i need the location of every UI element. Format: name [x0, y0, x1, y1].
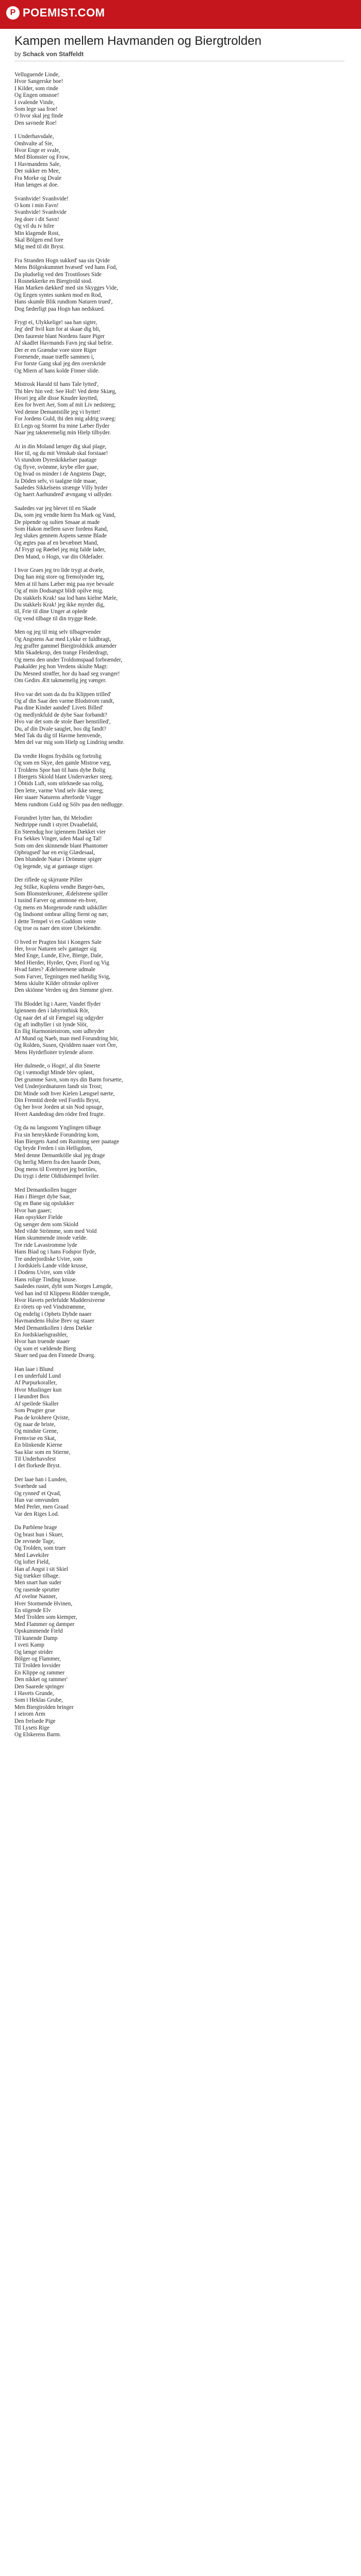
poem-line: I Rosnekkerke en Biergtrold stod. — [14, 278, 93, 284]
poem-line: Min Skadekrop, den trange Fleiderdragt, — [14, 650, 109, 656]
poem-line: Hans skumle Blik rundtom Naturen trued', — [14, 299, 113, 306]
poem-line: Og naar de briste, — [14, 1421, 56, 1428]
poem-line: Og som et vældende Bierg — [14, 1345, 76, 1352]
poem-line: Han i Bierget dybe Saar, — [14, 1193, 71, 1200]
poem-line: til, Frie til dine Unger at oplede — [14, 608, 88, 615]
poem-line: I sveii Kamp — [14, 1642, 44, 1649]
poem-line: Hvo var det som da du fra Klippen trilled' — [14, 691, 111, 698]
poem-stanza — [14, 196, 344, 251]
poem-body — [14, 72, 344, 1739]
poem-line: Men at til hans Læber mig paa nye bevaale — [14, 581, 114, 587]
poem-line: Saaledes rustet, dybt som Norges Længde, — [14, 1283, 113, 1290]
poem-line: Og mens den under Troldomspaad forbrænder, — [14, 656, 122, 663]
poem-line: Og Angstens Aar med Lykke er fuldbragt, — [14, 636, 111, 642]
poem-line: Et Legn og Stormt fra mine Læber flyder — [14, 422, 110, 429]
poem-line: Velluguende Linde, — [14, 72, 60, 78]
poem-stanza — [14, 629, 344, 684]
poem-line: Hvori jeg alle disse Knuder knytted, — [14, 395, 99, 402]
poem-line: Paa de krokhere Qviste, — [14, 1414, 70, 1421]
poem-line: Af skadlet Havmands Favn jeg skal befrie. — [14, 340, 113, 347]
poem-line: Og lindsomt ombrar alling fiernt og nær, — [14, 911, 108, 918]
poem-line: Hvad fattes? Ædelsteenene udmale — [14, 967, 95, 973]
poem-line: Da, som jeg vendte hiem fra Mark og Vand, — [14, 512, 116, 519]
poem-line: Frygt ei, Ulykkelige! saa han sigter, — [14, 319, 97, 326]
poem-line: En blinkende Kierne — [14, 1442, 62, 1449]
poem-line: Og vend tilbage til din trygge Rede. — [14, 615, 97, 622]
poem-line: Han af Angst i sit Skiel — [14, 1566, 69, 1572]
poem-byline — [14, 50, 344, 58]
poem-line: Svanhvide! Svanhvide! — [14, 195, 69, 202]
poem-line: Dit Minde sodt hver Kielen Længsel nærte, — [14, 1090, 115, 1097]
poem-line: Med Hierder, Hyrder, Qver, Fiord og Vig — [14, 959, 109, 966]
poem-line: Og Elskerens Barm. — [14, 1732, 61, 1738]
poem-line: I seirom Arm — [14, 1711, 45, 1718]
byline-prefix: by — [14, 50, 21, 58]
poem-line: Med Flammer og dæmper — [14, 1621, 75, 1628]
poem-stanza — [14, 505, 344, 561]
poem-line: Vi stundom Dyreskikkelser paatage — [14, 457, 97, 464]
poem-line: En stigende Elv — [14, 1607, 51, 1614]
poem-line: Mig med til dit Bryst. — [14, 244, 65, 250]
poem-line: Da pludselig ved den Trosttloses Side — [14, 271, 102, 278]
poem-line: Og rynned' et Qvad, — [14, 1490, 61, 1497]
poem-line: Ja Döden selv, vi taalgne tide maae, — [14, 478, 97, 484]
poem-line: Den faureste blant Nordens faure Piger — [14, 333, 105, 340]
poem-line: Han Biergets Aand om Rustning seer paatage — [14, 1139, 119, 1145]
poem-line: En Ilig Harmonieistrom, som udbryder — [14, 1028, 105, 1035]
poem-line: Og bryde Freden i sin Helligdom, — [14, 1145, 93, 1152]
poem-line: Og ægtes paa af en bevæbnet Mand, — [14, 539, 99, 546]
poem-line: For Jordens Guld, thi den mig aldrig svæeg: — [14, 416, 117, 422]
poem-line: Du trygt i dette Oldtidstempel hviler. — [14, 1173, 100, 1180]
poem-line: Og legende, sig at gantaage stiger. — [14, 863, 94, 870]
poem-line: Saaledes Sikkelsens strænge Villy byder — [14, 484, 108, 491]
poem-line: Og medlynkfuld de dybe Saar forbandt? — [14, 711, 107, 718]
poem-line: Som om den skinnende blant Phantomer — [14, 842, 108, 849]
poem-line: Og aft indhyller i sit lynde Slör, — [14, 1021, 88, 1028]
poem-line: Som i Heklas Grube, — [14, 1697, 63, 1704]
poem-line: Sig trækker tilbage. — [14, 1573, 60, 1580]
poem-line: Du Mesned strøffer, hor du haad seg svanger! — [14, 670, 120, 677]
poem-line: Dog han mig store og fremolynder teg, — [14, 574, 105, 581]
poem-stanza — [14, 1187, 344, 1360]
poem-line: Der er en Grændse vore store Riger — [14, 347, 97, 353]
poem-line: Fra Sekkes Vinger, uden Maal og Tal! — [14, 836, 102, 842]
poem-line: Hvor han gaaer; — [14, 1207, 52, 1214]
poem-line: Dog mens til Eventyret jeg bortiles, — [14, 1166, 97, 1173]
poem-line: O hvor skal jeg finde — [14, 113, 63, 120]
poem-line: Han opsykker Fielde — [14, 1214, 63, 1221]
poem-line: Jeg Stilke, Kuplens vendte Bæger-bæs, — [14, 884, 105, 890]
poem-line: I hvor Graes jeg tro lide trygt at dvæle, — [14, 567, 105, 573]
poem-line: I Biergets Skiold blant Underværker steeg. — [14, 773, 113, 780]
poem-line: Og Engen omsnoe! — [14, 92, 59, 99]
poem-line: Jeg' ded' hvil kun for at skaae dig bli, — [14, 326, 101, 333]
poem-line: Ved denne Demantstille jeg vi byttet! — [14, 409, 101, 415]
poem-line: I det florkede Bryst. — [14, 1463, 61, 1469]
poem-line: Og en Bane sig opslukker — [14, 1200, 74, 1207]
poem-line: Mens Hyrdefloiter trylende aforre. — [14, 1049, 94, 1056]
poem-line: Men og jeg til mig selv tilbagevender — [14, 629, 101, 636]
poem-line: Og flyve, svömme, krybe eller gaae, — [14, 464, 99, 470]
poem-line: Forenende, maae træffe sammen i, — [14, 354, 94, 361]
poem-line: Til Trolden lovsider — [14, 1663, 61, 1669]
poem-line: I dette Tempel vi en Guddom vente — [14, 918, 96, 925]
poem-line: Tre ride Lavastromme lyde — [14, 1242, 77, 1248]
poem-line: Og Eegen syntes sunken mod en Rod, — [14, 292, 102, 298]
poem-line: Hvert Aandedrag den rödre fred frugte. — [14, 1111, 105, 1117]
poem-line: I Havmandens Sale, — [14, 161, 61, 167]
poem-line: En Klippe og rammer — [14, 1669, 65, 1676]
poem-line: Med Tak du dig til Havme hemvende, — [14, 732, 102, 739]
poem-line: Opskummende Field — [14, 1628, 63, 1635]
poem-line: Igiennem den i labyrinthisk Rör, — [14, 1008, 90, 1014]
poem-line: Men snart han suder — [14, 1580, 62, 1586]
poem-line: Saa klar som en Stierne, — [14, 1449, 71, 1455]
poem-line: Min klagende Rost, — [14, 230, 60, 236]
poem-line: Og mens en Morgenrode rundt udskiller — [14, 904, 107, 911]
poem-line: Din Fremtid drede ved Fordils Bryst, — [14, 1097, 100, 1104]
poem-line: Hvor Havets perlefulde Muddersiverne — [14, 1297, 105, 1303]
poem-line: Og Miern af hans kolde Finner slide. — [14, 367, 100, 374]
poem-line: Dog fæderligt paa Hogn han nedskued. — [14, 306, 105, 312]
poem-line: Thi Bloddet lig i Aarer, Vandet flyder — [14, 1001, 101, 1007]
poem-line: Jeg doer i dit Savn! — [14, 216, 59, 223]
poem-line: Og her hvor Jorden at sin Nod opsuge, — [14, 1104, 104, 1111]
poem-line: Paa dine Kinder aanded' Livets Billed' — [14, 705, 103, 711]
poem-line: Bölger og Flammer, — [14, 1655, 61, 1662]
poem-line: Der laae han i Lunden, — [14, 1476, 68, 1483]
poem-line: Den blundede Natur i Drömme spiger — [14, 856, 102, 863]
poem-stanza — [14, 381, 344, 436]
poem-line: Det grumme Savn, som nys din Barm forsætte, — [14, 1076, 123, 1083]
poem-line: Hvor Muslinger kun — [14, 1386, 62, 1393]
poem-line: O hved er Pragten hist i Kongers Sale — [14, 939, 102, 945]
poem-line: Og i væmodigt Minde blev opløst, — [14, 1070, 94, 1076]
poem-line: Skuer ned paa den Finnede Dværg. — [14, 1352, 96, 1359]
poem-line: Mistrosk Harald til hans Tale lytted', — [14, 381, 99, 388]
poem-stanza — [14, 753, 344, 808]
poem-line: I tusind Farver og ammone en-hver, — [14, 897, 97, 904]
poem-line: I Öbtids Luft, som störknede saa rolig, — [14, 781, 104, 787]
poem-line: Mens Bölgeskummet hvæsed' ved hans Fod, — [14, 264, 118, 271]
poem-line: Og naar det af sit Fængsel sig udgyder — [14, 1014, 104, 1021]
poem-line: Som Prugter grue — [14, 1408, 55, 1414]
poem-line: Den frelsede Pige — [14, 1718, 56, 1724]
poem-stanza — [14, 567, 344, 622]
poem-line: Da vredte Hogns frydslös og fortrolig — [14, 753, 102, 759]
poem-line: Og brast hun i Skuer, — [14, 1531, 63, 1538]
poem-line: Hvo var det som de stole Baer henstilled', — [14, 719, 111, 725]
poem-line: Med Trolden som kiemper, — [14, 1614, 77, 1621]
poem-line: At in din Moland længer dig skal plage, — [14, 443, 107, 450]
poem-line: I en underfuld Lund — [14, 1373, 61, 1380]
poem-stanza — [14, 444, 344, 499]
poem-line: Og endelig i Opbets Dybde naaer — [14, 1311, 92, 1317]
poem-line: Der sukker en Mee, — [14, 168, 60, 175]
poem-line: Af ovelne Nanner, — [14, 1594, 57, 1600]
poem-line: Med Demantkollen i dens Dække — [14, 1325, 92, 1331]
poem-line: I Dodens Uvire, som vilde — [14, 1269, 76, 1276]
poem-stanza — [14, 691, 344, 747]
logo-text: POEMIST.COM — [23, 6, 105, 19]
poem-line: Hvor han truende staaer — [14, 1338, 70, 1345]
poem-line: Og mindste Grene, — [14, 1428, 58, 1435]
poem-line: Og da nu langsomt Ynglingen tilbage — [14, 1125, 101, 1131]
poem-line: Og af min Dodsangst blidt opilve mig. — [14, 588, 104, 595]
poem-line: Fremvise en Skat, — [14, 1435, 56, 1442]
poem-line: Ved Underjordnaturen fandt sin Trost; — [14, 1083, 103, 1090]
poem-stanza — [14, 258, 344, 313]
poem-line: Han laae i Blund — [14, 1366, 54, 1372]
site-logo[interactable] — [6, 6, 105, 20]
poem-line: Den lette, varme Vind selv ikke sneeg; — [14, 787, 104, 794]
poem-line: Sværhede sad — [14, 1483, 46, 1490]
poem-line: I Iæundret Box — [14, 1394, 50, 1400]
poem-line: Paakalder jeg hon Verdens skiulte Magt: — [14, 664, 108, 670]
poem-line: Den skiönne Verden og den Stemme giver. — [14, 987, 113, 994]
poem-line: Omhvalte af Sie, — [14, 140, 54, 147]
poem-line: Her staaer Naturens afterforde Vugge — [14, 794, 101, 801]
poem-line: Og haert Aarhundred' ævngang vi udlyder. — [14, 492, 113, 498]
poem-line: I Troldens Spor han til hans dybe Bolig — [14, 767, 106, 773]
poem-line: Fra Morke og Dvale — [14, 175, 62, 181]
poem-line: Og sænger dem som Skiold — [14, 1221, 78, 1228]
poem-line: Til kunende Damp — [14, 1635, 58, 1641]
poem-line: Her dulmede, o Hogn!, al din Smerte — [14, 1063, 100, 1069]
poem-stanza — [14, 319, 344, 375]
poem-line: Tre underjordiske Uvire, som — [14, 1256, 83, 1262]
poem-line: Forundret lytter han, thi Melodier — [14, 815, 92, 821]
poem-line: De pipende og sulten Smaae at made — [14, 519, 100, 526]
poem-line: O kom i min Favn! — [14, 202, 59, 209]
poem-line: Af Purpurkoraller, — [14, 1380, 57, 1386]
poem-line: Hvor Sangerske boe! — [14, 78, 63, 85]
poem-line: Af Frygt og Røebel jeg mig falde lader, — [14, 547, 106, 553]
poem-line: Den Saarede springer — [14, 1683, 64, 1690]
poem-line: For forste Gang skal jeg den overskride — [14, 361, 106, 367]
poem-line: Den savnede Roe! — [14, 120, 57, 126]
poem-line: Ham skummende imode vælde. — [14, 1235, 88, 1242]
poem-line: Og herlig Miern fra den haarde Dom, — [14, 1159, 101, 1166]
poem-line: Hvor Enge er svale, — [14, 147, 60, 154]
poem-author[interactable]: Schack von Staffeldt — [23, 50, 84, 58]
poem-line: Der riflede og skjrrante Piller — [14, 877, 83, 884]
poem-line: Som Hakon mellem saver fordens Rand, — [14, 526, 108, 532]
poem-stanza — [14, 939, 344, 994]
poem-line: Hun længes at doe. — [14, 182, 59, 189]
poem-line: Han Marken dækked' med sin Skygges Vide, — [14, 285, 118, 292]
poem-content — [14, 34, 344, 1745]
poem-stanza — [14, 877, 344, 932]
poem-line: Med Perler, men Graad — [14, 1504, 69, 1511]
poem-line: Een for hvert Aer, Som af mit Liv nedsteeg; — [14, 402, 116, 409]
poem-line: Med Løvekiler — [14, 1552, 49, 1558]
poem-line: I svalende Vinde, — [14, 99, 55, 106]
poem-line: Du stakkels Krak! saa lod hans kielne Mæle, — [14, 595, 118, 601]
poem-line: Og som en Skye, den gamle Mistroe væg, — [14, 760, 111, 767]
poem-line: Med Enge, Lunde, Elve, Bierge, Dale, — [14, 953, 103, 959]
poem-line: Som Farver, Tegningen med hældig Svig, — [14, 973, 110, 980]
poem-line: I Underhavsdale, — [14, 133, 54, 140]
poem-line: Den Mand, o Hogn, var din Oldefader. — [14, 553, 104, 560]
poem-line: Hun var omvunden — [14, 1497, 59, 1503]
poem-line: I Kilder, som rinde — [14, 85, 58, 92]
poem-line: Hor til, og du mit Venskab skal forstaae! — [14, 450, 108, 456]
poem-line: Med Demantkollen hugger — [14, 1187, 77, 1193]
poem-line: Du, af din Dvale sauglet, hos dig fandt? — [14, 725, 107, 732]
poem-line: Jeg slukes gennem Aspens sænne Blade — [14, 533, 107, 539]
poem-line: Men del var mig som Hielp og Lindring sendte. — [14, 739, 125, 746]
poem-stanza — [14, 815, 344, 870]
poem-line: Thi blev hin ved: See Hof! Ved dette Skiæg, — [14, 388, 117, 395]
poem-line: Mens rundtom Guld og Sölv paa den nedlugge. — [14, 801, 124, 808]
poem-line: Ved han ind til Klippens Rödder trængde, — [14, 1290, 111, 1297]
poem-line: En Jordskiaelsgrashler, — [14, 1332, 68, 1338]
poem-line: Er rörets op ved Vindstrømme, — [14, 1304, 86, 1311]
poem-line: Hans Biad og i hans Fodspor flyde, — [14, 1249, 96, 1256]
poem-title: Kampen mellem Havmanden og Biergtrolden — [14, 34, 261, 48]
poem-line: Og Rolden, Susen, Qviddren naaer vort Öre, — [14, 1042, 118, 1049]
poem-line: Af Mund og Naeb, man med Forundring hör, — [14, 1035, 119, 1042]
poem-line: Og vil du iv hilre — [14, 223, 55, 230]
poem-line: De revnede Tage, — [14, 1538, 55, 1545]
poem-line: Du stakkels Krak! jeg ikke myrder dig, — [14, 602, 105, 608]
poem-line: Fra sin henrykkede Forundring kom, — [14, 1131, 100, 1138]
poem-stanza — [14, 1524, 344, 1739]
poem-line: Her, hvor Naturen selv gantager sig — [14, 945, 97, 952]
poem-line: I Jordskiels Lande vilde krusse, — [14, 1262, 88, 1269]
poem-stanza — [14, 1125, 344, 1180]
poem-line: Hver Stormende Hvinen, — [14, 1600, 73, 1607]
logo-icon: P — [6, 6, 20, 20]
poem-line: Saaledes var jeg blevet til en Skade — [14, 505, 96, 512]
poem-line: Men Biergtrolden bringer — [14, 1704, 74, 1710]
poem-line: Og rasende sprutter — [14, 1586, 60, 1593]
poem-line: Var den Riges Lod. — [14, 1511, 59, 1517]
poem-line: Om Gedirs Ætt takmemelig jeg vænger. — [14, 677, 107, 684]
poem-line: Havmandens Hulse Brev og staaer — [14, 1318, 94, 1325]
poem-line: Mens skiulte Kilder ofrinske opliver — [14, 980, 99, 987]
poem-line: Hans rolige Tinding knuse. — [14, 1276, 77, 1283]
poem-line: Den nikket og rammer' — [14, 1676, 68, 1683]
site-header — [0, 0, 361, 29]
poem-line: Som Blomsterkroner, Ædelsteene spiller — [14, 891, 108, 897]
poem-line: Og hvad os minder i de Angstens Dage, — [14, 471, 106, 478]
poem-line: Til Underhavsfest — [14, 1455, 56, 1462]
poem-line: Og længe strider — [14, 1649, 53, 1655]
poem-line: Med Blomster og Frow, — [14, 154, 70, 161]
poem-stanza — [14, 72, 344, 127]
poem-line: Og troe os naer den store Ubekiendte. — [14, 925, 102, 932]
poem-line: I Havets Grunde, — [14, 1690, 54, 1697]
poem-line: Da Parblene brage — [14, 1524, 57, 1531]
poem-line: Med vilde Strömme, som med Vold — [14, 1228, 97, 1234]
poem-stanza — [14, 133, 344, 189]
poem-line: Nedtrippe rundt i styret Dvaabefald, — [14, 822, 98, 828]
poem-line: Som lege saa froe! — [14, 106, 58, 113]
poem-line: Af speilede Skaller — [14, 1400, 59, 1407]
poem-line: Og loftet Field, — [14, 1559, 50, 1566]
poem-line: Naar jeg takneremelig min Hielp tilbyder. — [14, 430, 111, 436]
poem-line: Skal Bölgen end fore — [14, 236, 63, 243]
poem-line: En Steendug hor igiennem Dækket vier — [14, 828, 106, 835]
poem-line: Jeg graffer gammel Biergtroldskik antænder — [14, 643, 117, 650]
poem-line: Opbrugsed' har en evig Glædesaal, — [14, 850, 95, 856]
poem-line: Til Lysets Rige — [14, 1724, 50, 1731]
poem-stanza — [14, 1063, 344, 1118]
poem-line: Og Trolden, som truer — [14, 1545, 66, 1552]
poem-stanza — [14, 1001, 344, 1056]
poem-line: Svanhvide! Svanhvide — [14, 209, 67, 216]
poem-line: Fra Stranden Hogn sukked' saa sin Qvide — [14, 257, 110, 264]
poem-line: Og af din Saar den varme Blodstrom randt, — [14, 698, 114, 704]
poem-line: Med denne Demantkölle skal jeg drage — [14, 1152, 105, 1159]
poem-stanza — [14, 1366, 344, 1470]
poem-stanza — [14, 1477, 344, 1518]
